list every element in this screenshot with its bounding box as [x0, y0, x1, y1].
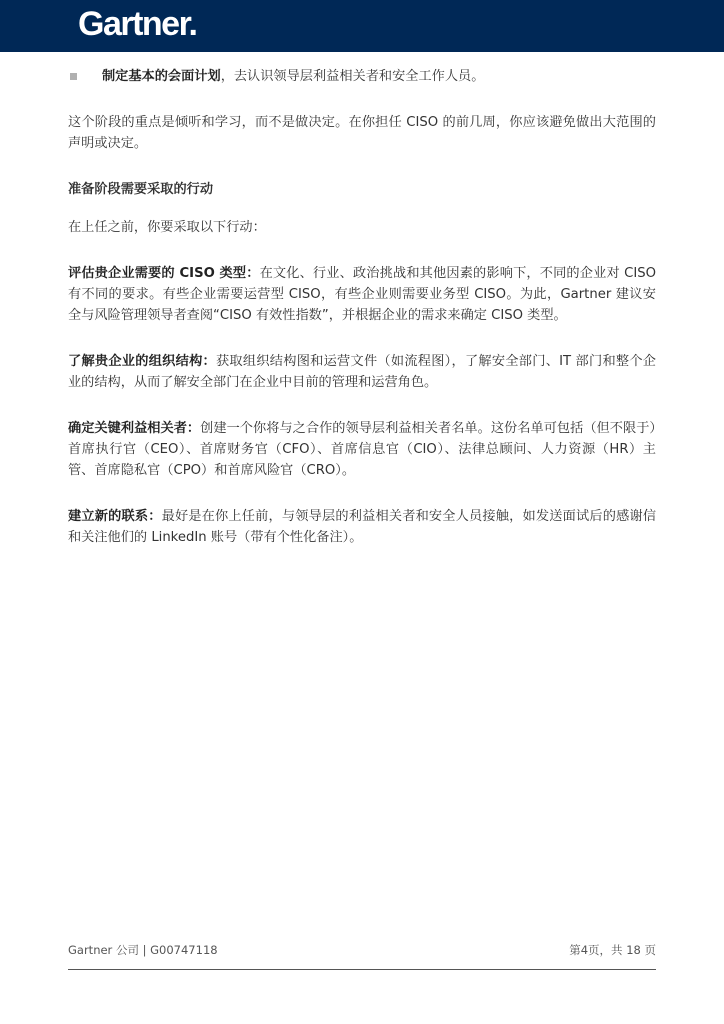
action-text: 获取组织结构图和运营文件（如流程图），了解安全部门、IT 部门和整个企业的结构，从而了解安全部门在企业中目前的管理和运营角色。 — [68, 354, 656, 390]
action-lead: 了解贵企业的组织结构： — [68, 354, 216, 369]
intro-paragraph: 这个阶段的重点是倾听和学习，而不是做决定。在你担任 CISO 的前几周，你应该避免做出大范围的声明或决定。 — [68, 115, 656, 151]
page-header — [0, 0, 724, 52]
action-text: 最好是在你上任前，与领导层的利益相关者和安全人员接触，如发送面试后的感谢信和关注他们的 LinkedIn 账号（带有个性化备注）。 — [68, 509, 657, 545]
bullet-lead: 制定基本的会面计划 — [102, 69, 221, 84]
action-item-connections — [68, 506, 656, 548]
bullet-text: ，去认识领导层利益相关者和安全工作人员。 — [220, 69, 485, 84]
footer-document-id: Gartner 公司 | G00747118 — [68, 943, 218, 957]
square-bullet-icon — [70, 73, 77, 80]
action-item-stakeholders — [68, 418, 656, 481]
action-text: 创建一个你将与之合作的领导层利益相关者名单。这份名单可包括（但不限于）首席执行官（CEO）、首席财务官（CFO）、首席信息官（CIO）、法律总顾问、人力资源（HR）主管、首席隐私官（CPO）和首席风险官（CRO）。 — [68, 421, 656, 478]
action-item-org-structure — [68, 351, 656, 393]
document-body — [68, 66, 656, 573]
section-heading: 准备阶段需要采取的行动 — [68, 182, 214, 197]
gartner-logo: Gartner. — [78, 5, 197, 43]
footer-page-number: 第4页，共 18 页 — [569, 943, 656, 957]
section-intro: 在上任之前，你要采取以下行动： — [68, 220, 266, 235]
action-lead: 建立新的联系： — [68, 509, 162, 524]
action-lead: 确定关键利益相关者： — [68, 421, 201, 436]
action-text: 在文化、行业、政治挑战和其他因素的影响下，不同的企业对 CISO 有不同的要求。有些企业需要运营型 CISO，有些企业则需要业务型 CISO。为此，Gartner 建议安全与风险管理领导者查阅“CISO 有效性指数”，并根据企业的需求来确定 CISO 类型。 — [68, 266, 656, 323]
bullet-item — [68, 66, 656, 87]
footer-divider — [68, 969, 656, 970]
action-item-ciso-type — [68, 263, 656, 326]
action-lead: 评估贵企业需要的 CISO 类型： — [68, 266, 260, 281]
